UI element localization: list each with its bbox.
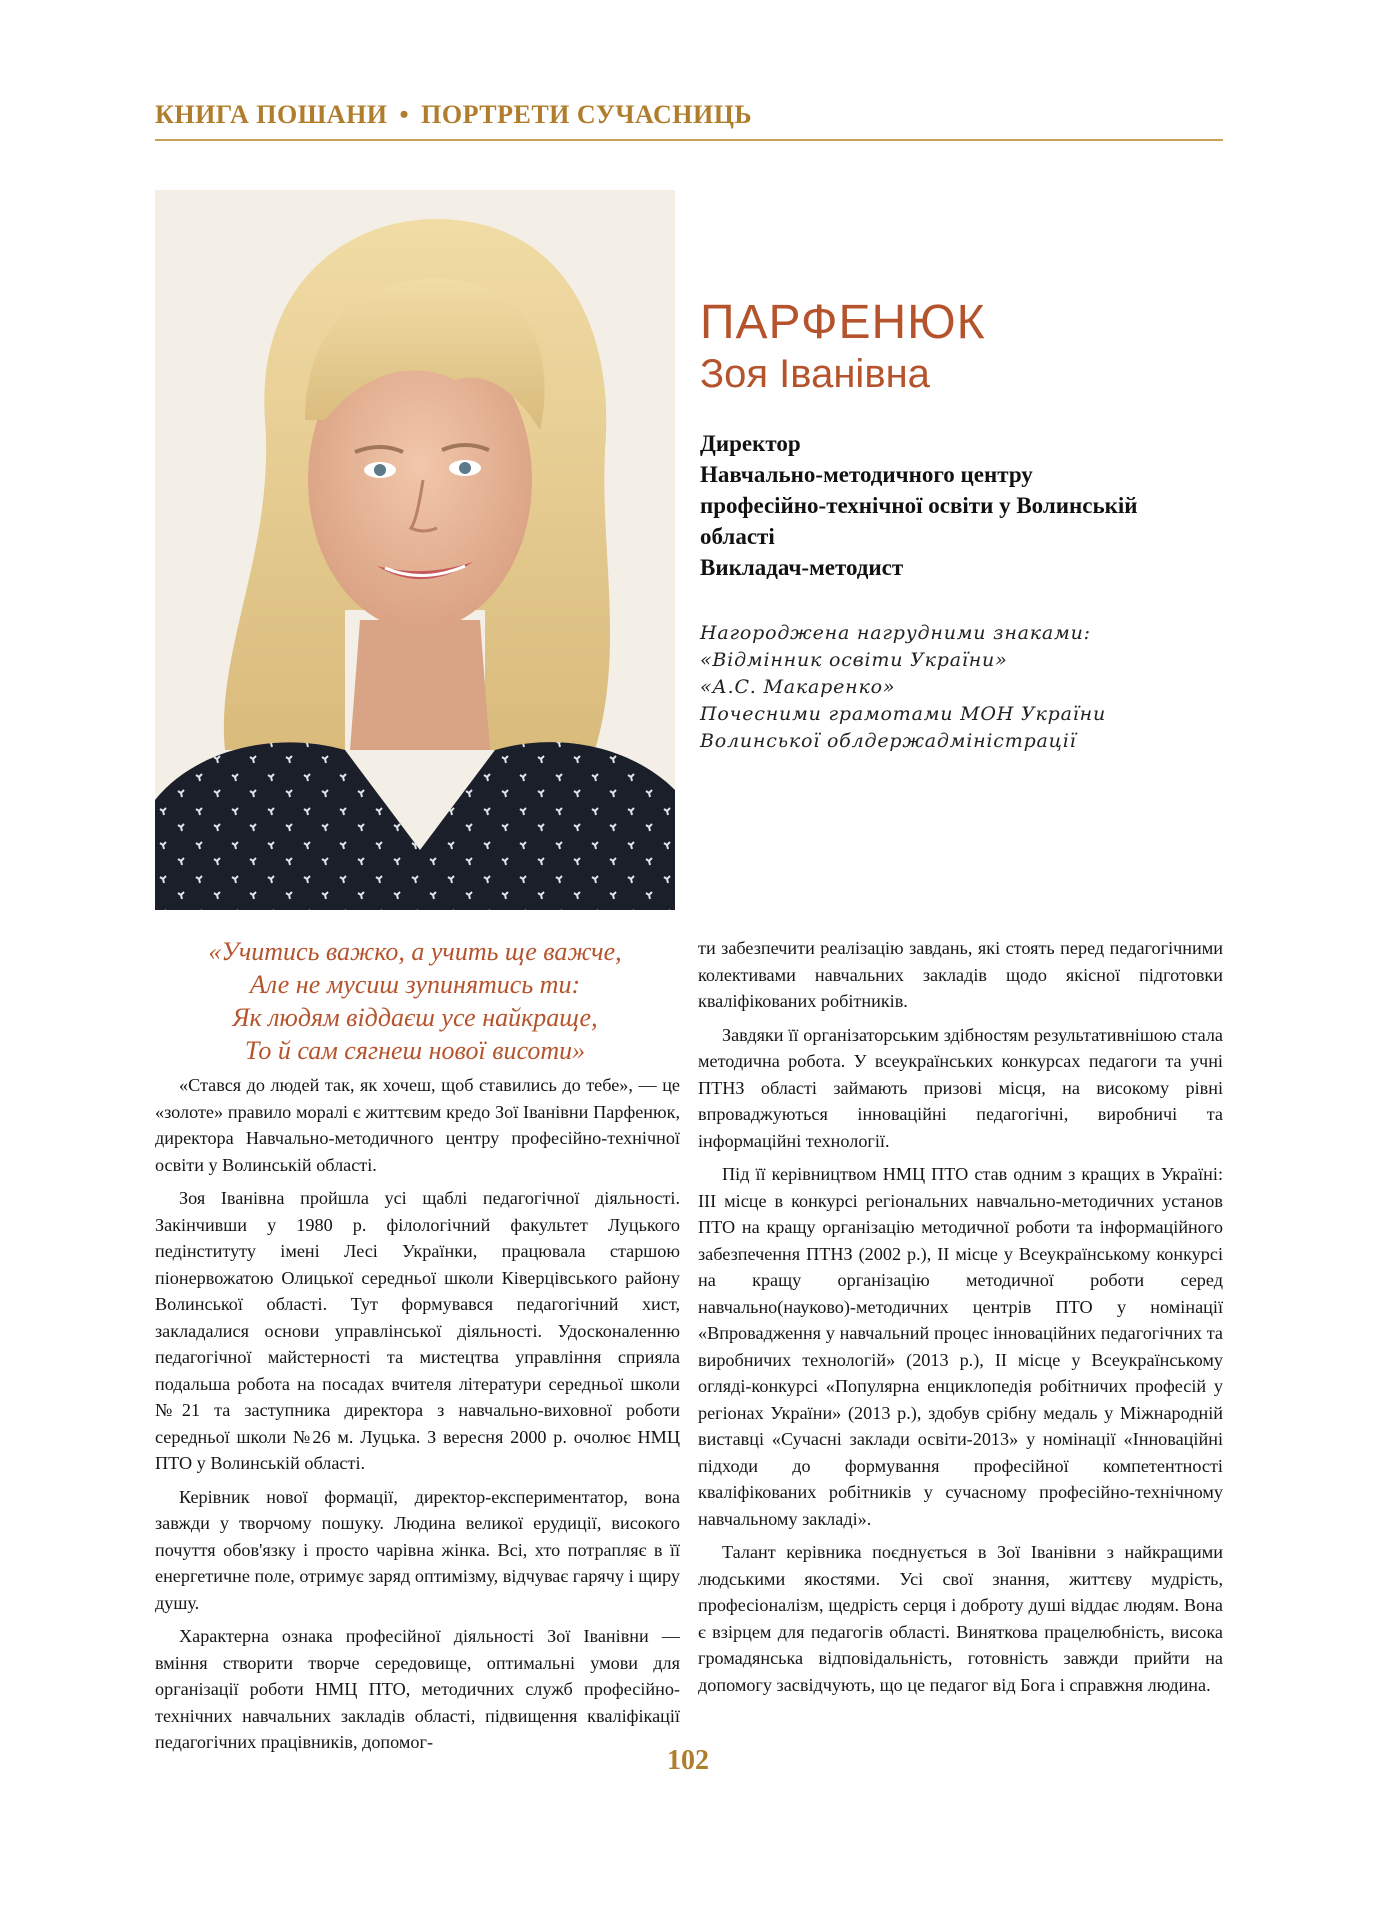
epigraph-quote: [155, 935, 675, 1067]
epigraph-line: То й сам сягнеш нової висоти»: [244, 1036, 586, 1065]
awards-list: [700, 620, 1220, 755]
epigraph-line: Як людям віддаєш усе найкраще,: [232, 1003, 598, 1032]
position-line: Директор: [700, 431, 801, 457]
portrait-photo: [155, 190, 675, 910]
award-line: «Відмінник освіти України»: [700, 649, 1008, 671]
paragraph: Талант керівника поєднується в Зої Іванівни з найкращими людськими якостями. Усі свої знання, життєву мудрість, професіоналізм, щедрість серця і доброту душі віддає людям. Вона є взірцем для педагогів області. Винятковa працелюбність, висока громадянська відповідальність, готовність завжди прийти на допомогу засвідчують, що це педагог від Бога і справжня людина.: [698, 1542, 1223, 1695]
award-line: Нагороджена нагрудними знаками:: [700, 622, 1091, 644]
position-line: Навчально-методичного центру: [700, 462, 1033, 488]
section-title: ПОРТРЕТИ СУЧАСНИЦЬ: [421, 100, 753, 129]
paragraph-continuation: ти забезпечити реалізацію завдань, які стоять перед педагогічними колективами навчальних закладів щодо якісної підготовки кваліфікованих робітників.: [698, 938, 1223, 1011]
left-column: [155, 1072, 680, 1763]
epigraph-line: «Учитись важко, а учить ще важче,: [208, 937, 622, 966]
paragraph: Зоя Іванівна пройшла усі щаблі педагогічної діяльності. Закінчивши у 1980 р. філологічний факультет Луцького педінституту імені Лесі Українки, працювала старшою піонервожатою Олицької середньої школи Ківерцівського району Волинської області. Тут формувався педагогічний хист, закладалися основи управлінської діяльності. Удосконаленню педагогічної майстерності та мистецтва управління сприяла подальша робота на посадах вчителя літератури середньої школи №21 та заступника директора з навчально-виховної роботи середньої школи №26 м. Луцька. З вересня 2000 р. очолює НМЦ ПТО у Волинській області.: [155, 1188, 680, 1473]
paragraph: Завдяки її організаторським здібностям результативнішою стала методична робота. У всеукраїнських конкурсах педагоги та учні ПТНЗ області займають призові місця, на високому рівні впроваджуються інноваційні педагогічні, виробничі та інформаційні технології.: [698, 1024, 1223, 1151]
position-line: Викладач-методист: [700, 555, 904, 581]
paragraph: Керівник нової формації, директор-експериментатор, вона завжди у творчому пошуку. Людина великої ерудиції, високого почуття обов'язку і просто чарівна жінка. Всі, хто потрапляє в її енергетичне поле, отримує заряд оптимізму, відчуває гарячу і щиру душу.: [155, 1486, 680, 1613]
award-line: «А.С. Макаренко»: [700, 676, 896, 698]
paragraph: «Стався до людей так, як хочеш, щоб ставились до тебе», — це «золоте» правило моралі є життєвим кредо Зої Іванівни Парфенюк, директора Навчально-методичного центру професійно-технічної освіти у Волинській області.: [155, 1075, 680, 1175]
positions-list: [700, 428, 1220, 583]
name-block: [700, 298, 1220, 583]
epigraph-line: Але не мусиш зупинятись ти:: [249, 970, 581, 999]
running-header: [155, 100, 1223, 130]
header-separator: •: [399, 100, 410, 129]
award-line: Почесними грамотами МОН України: [700, 703, 1106, 725]
paragraph: Під її керівництвом НМЦ ПТО став одним з кращих в Україні: ІІІ місце в конкурсі регіональних навчально-методичних установ ПТО на кращу організацію методичної роботи та інформаційного забезпечення ПТНЗ (2002 р.), ІІ місце у Всеукраїнському конкурсі на кращу організацію методичної роботи серед навчально(науково)-методичних центрів ПТО у номінації «Впровадження у навчальний процес інноваційних педагогічних та виробничих технологій» (2013 р.), ІІ місце у Всеукраїнському огляді-конкурсі «Популярна енциклопедія робітничих професій у регіонах України» (2013 р.), здобув срібну медаль у Міжнародній виставці «Сучасні заклади освіти-2013» у номінації «Інноваційні підходи до формування професійної компетентності кваліфікованих робітників у сучасному професійно-технічному навчальному закладі».: [698, 1164, 1223, 1529]
given-name: Зоя Іванівна: [700, 352, 930, 397]
position-line: професійно-технічної освіти у Волинській: [700, 493, 1138, 519]
position-line: області: [700, 524, 775, 550]
page-number: 102: [667, 1745, 709, 1776]
surname: ПАРФЕНЮК: [700, 296, 986, 349]
paragraph: Характерна ознака професійної діяльності Зої Іванівни — вміння створити творче середовище, оптимальні умови для організації роботи НМЦ ПТО, методичних служб професійно-технічних навчальних закладів області, підвищення кваліфікації педагогічних працівників, допомог-: [155, 1626, 680, 1752]
right-column: [698, 935, 1223, 1705]
book-title: КНИГА ПОШАНИ: [155, 100, 388, 129]
header-rule: [155, 139, 1223, 141]
award-line: Волинської облдержадміністрації: [700, 730, 1077, 752]
